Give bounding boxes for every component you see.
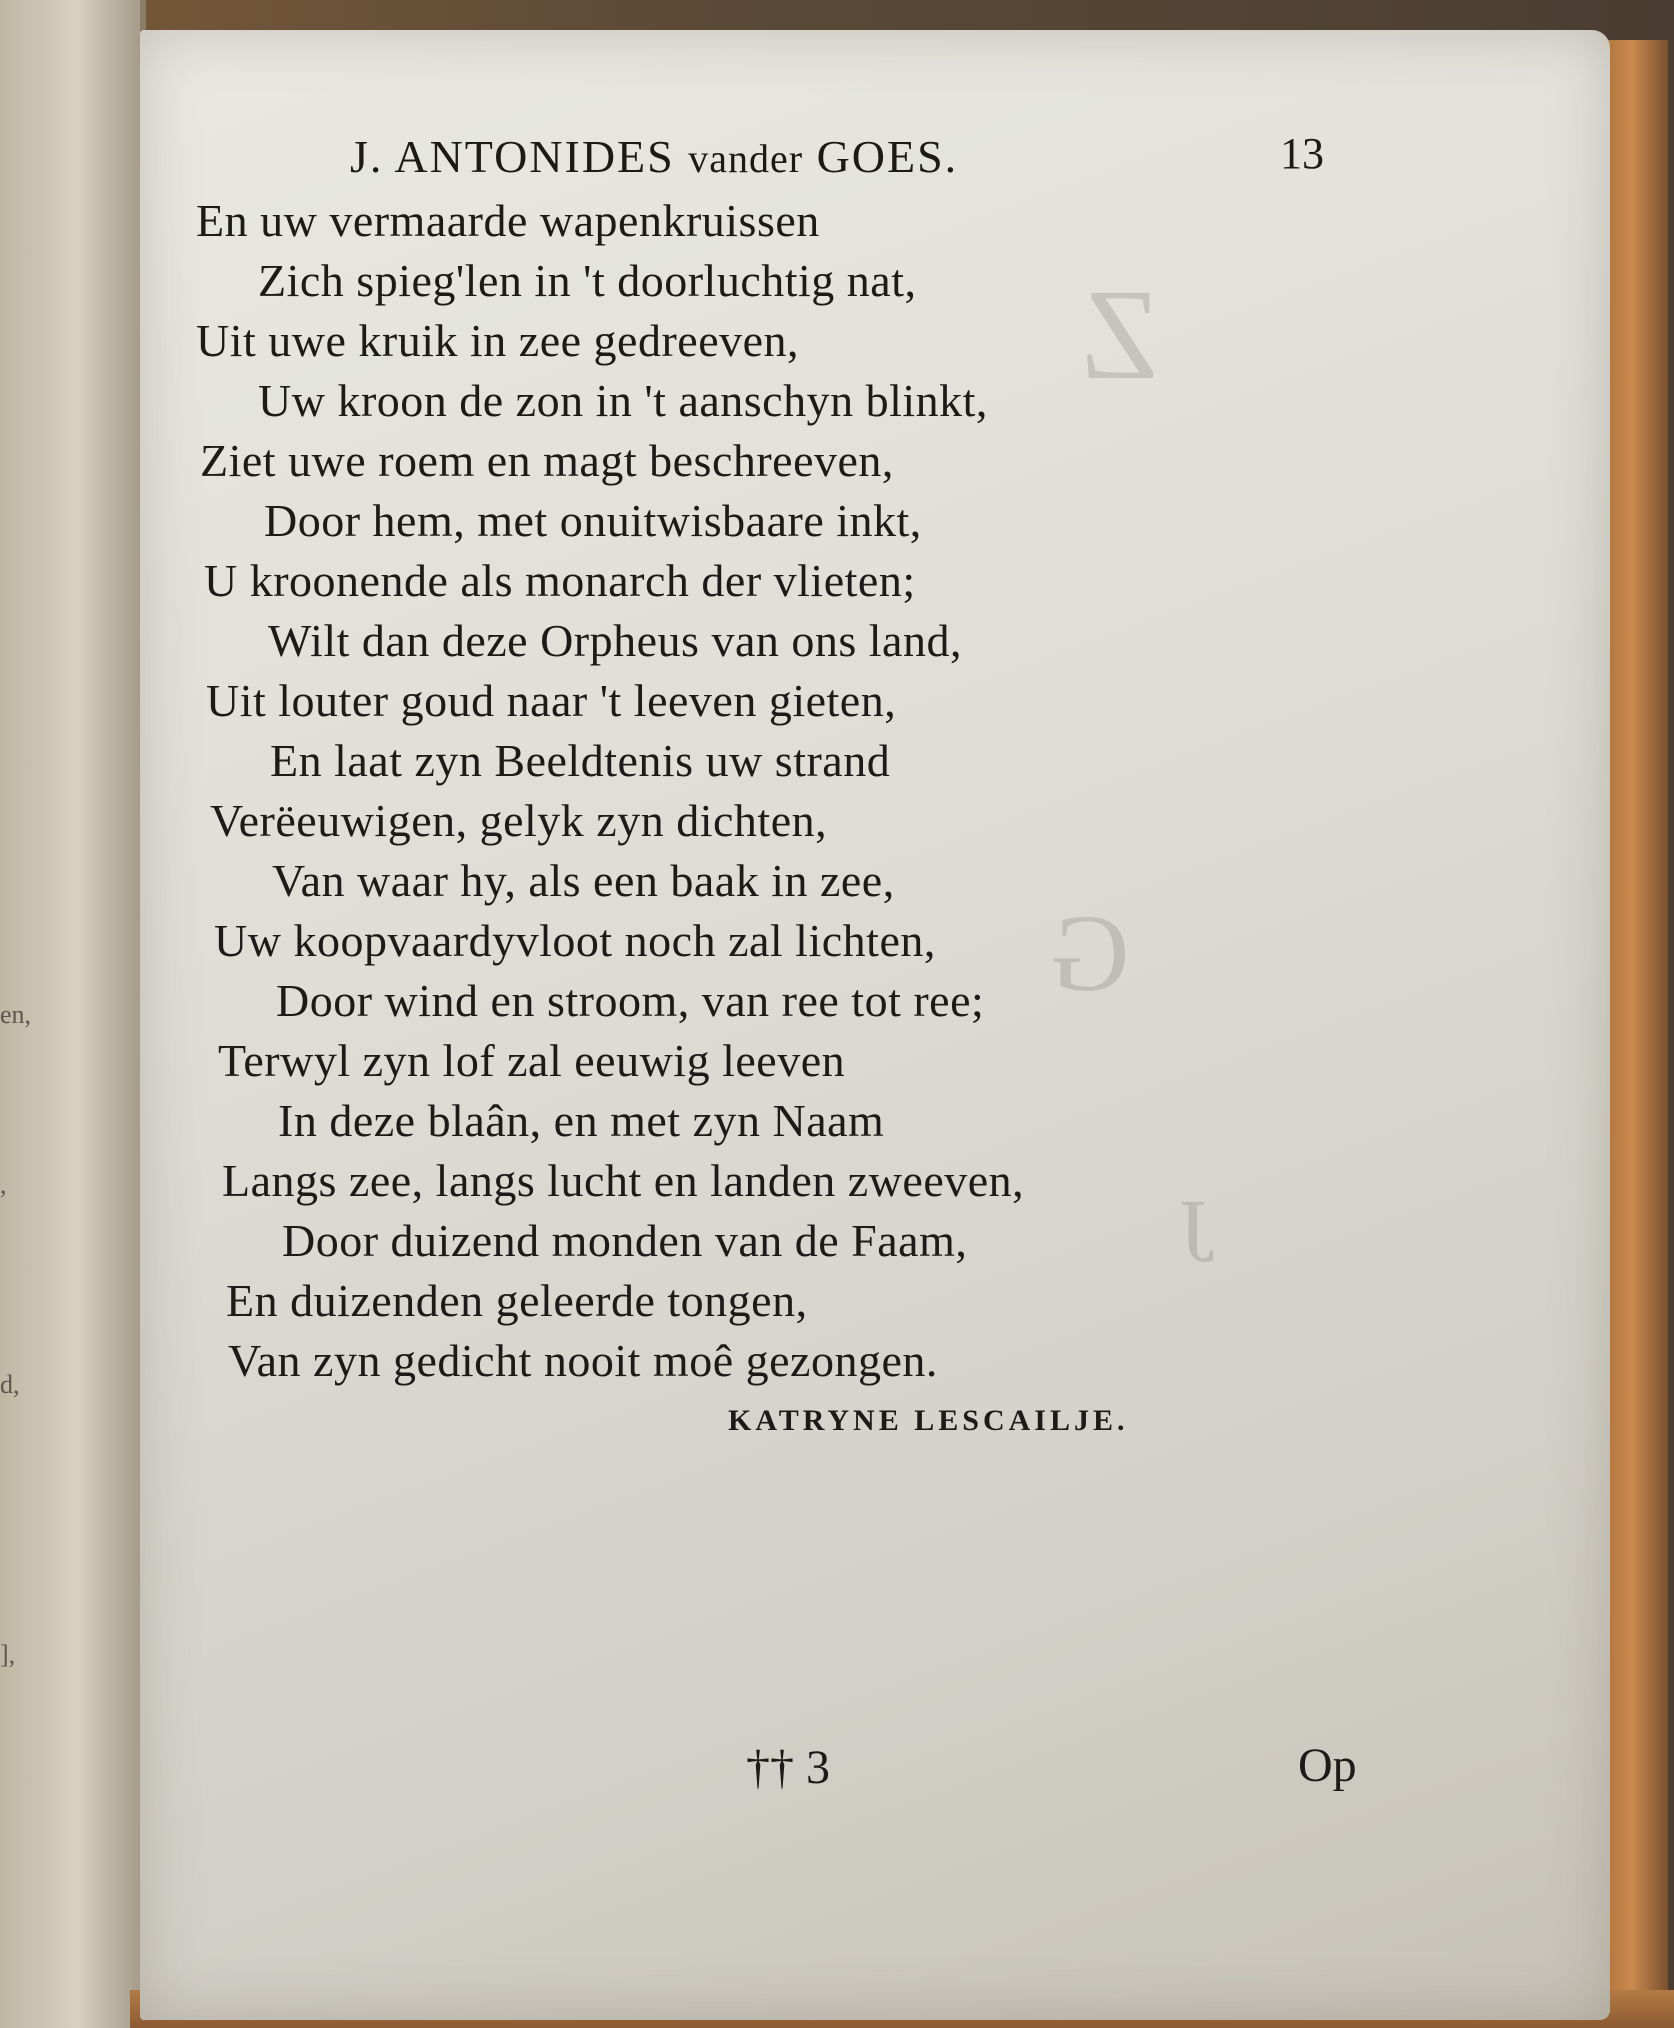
poem-line: En duizenden geleerde tongen, xyxy=(226,1275,808,1326)
left-page-fragment: en, xyxy=(0,1000,32,1029)
left-page-fragment: , xyxy=(0,1170,7,1199)
author-signature: KATRYNE LESCAILJE. xyxy=(728,1404,1129,1437)
poem-line: Van waar hy, als een baak in zee, xyxy=(272,855,895,906)
poem-line: Uit uwe kruik in zee gedreeven, xyxy=(196,315,800,366)
poem-line: Van zyn gedicht nooit moê gezongen. xyxy=(228,1335,938,1386)
poem-line: Door duizend monden van de Faam, xyxy=(282,1215,968,1266)
left-page-fragment: ], xyxy=(0,1640,16,1669)
poem-line: Door hem, met onuitwisbaare inkt, xyxy=(264,495,922,546)
page-number: 13 xyxy=(1280,129,1324,178)
catchword: Op xyxy=(1298,1739,1357,1792)
signature-mark: †† 3 xyxy=(746,1741,830,1794)
running-title-small: vander xyxy=(688,136,804,181)
show-through: J xyxy=(1180,1182,1216,1281)
poem-line: In deze blaân, en met zyn Naam xyxy=(278,1095,885,1146)
poem-line: Verëeuwigen, gelyk zyn dichten, xyxy=(210,795,828,846)
poem-line: Uw koopvaardyvloot noch zal lichten, xyxy=(214,915,936,966)
poem-line: Uit louter goud naar 't leeven gieten, xyxy=(206,675,897,726)
poem-line: Wilt dan deze Orpheus van ons land, xyxy=(268,615,962,666)
show-through: G xyxy=(1050,892,1130,1014)
poem-line: Ziet uwe roem en magt beschreeven, xyxy=(200,435,894,486)
poem-line: Zich spieg'len in 't doorluchtig nat, xyxy=(258,255,917,306)
running-title-end: GOES. xyxy=(816,131,959,182)
poem-line: Door wind en stroom, van ree tot ree; xyxy=(276,975,985,1026)
poem-line: U kroonende als monarch der vlieten; xyxy=(204,555,916,606)
running-title-main: J. ANTONIDES xyxy=(350,131,675,182)
left-page-fragment: d, xyxy=(0,1370,20,1399)
poem-line: Terwyl zyn lof zal eeuwig leeven xyxy=(218,1035,846,1086)
poem-line: En uw vermaarde wapenkruissen xyxy=(196,195,820,246)
poem-line: En laat zyn Beeldtenis uw strand xyxy=(270,735,891,786)
poem-line: Uw kroon de zon in 't aanschyn blinkt, xyxy=(258,375,988,426)
show-through: Z xyxy=(1080,263,1160,407)
poem-line: Langs zee, langs lucht en landen zweeven, xyxy=(222,1155,1025,1206)
